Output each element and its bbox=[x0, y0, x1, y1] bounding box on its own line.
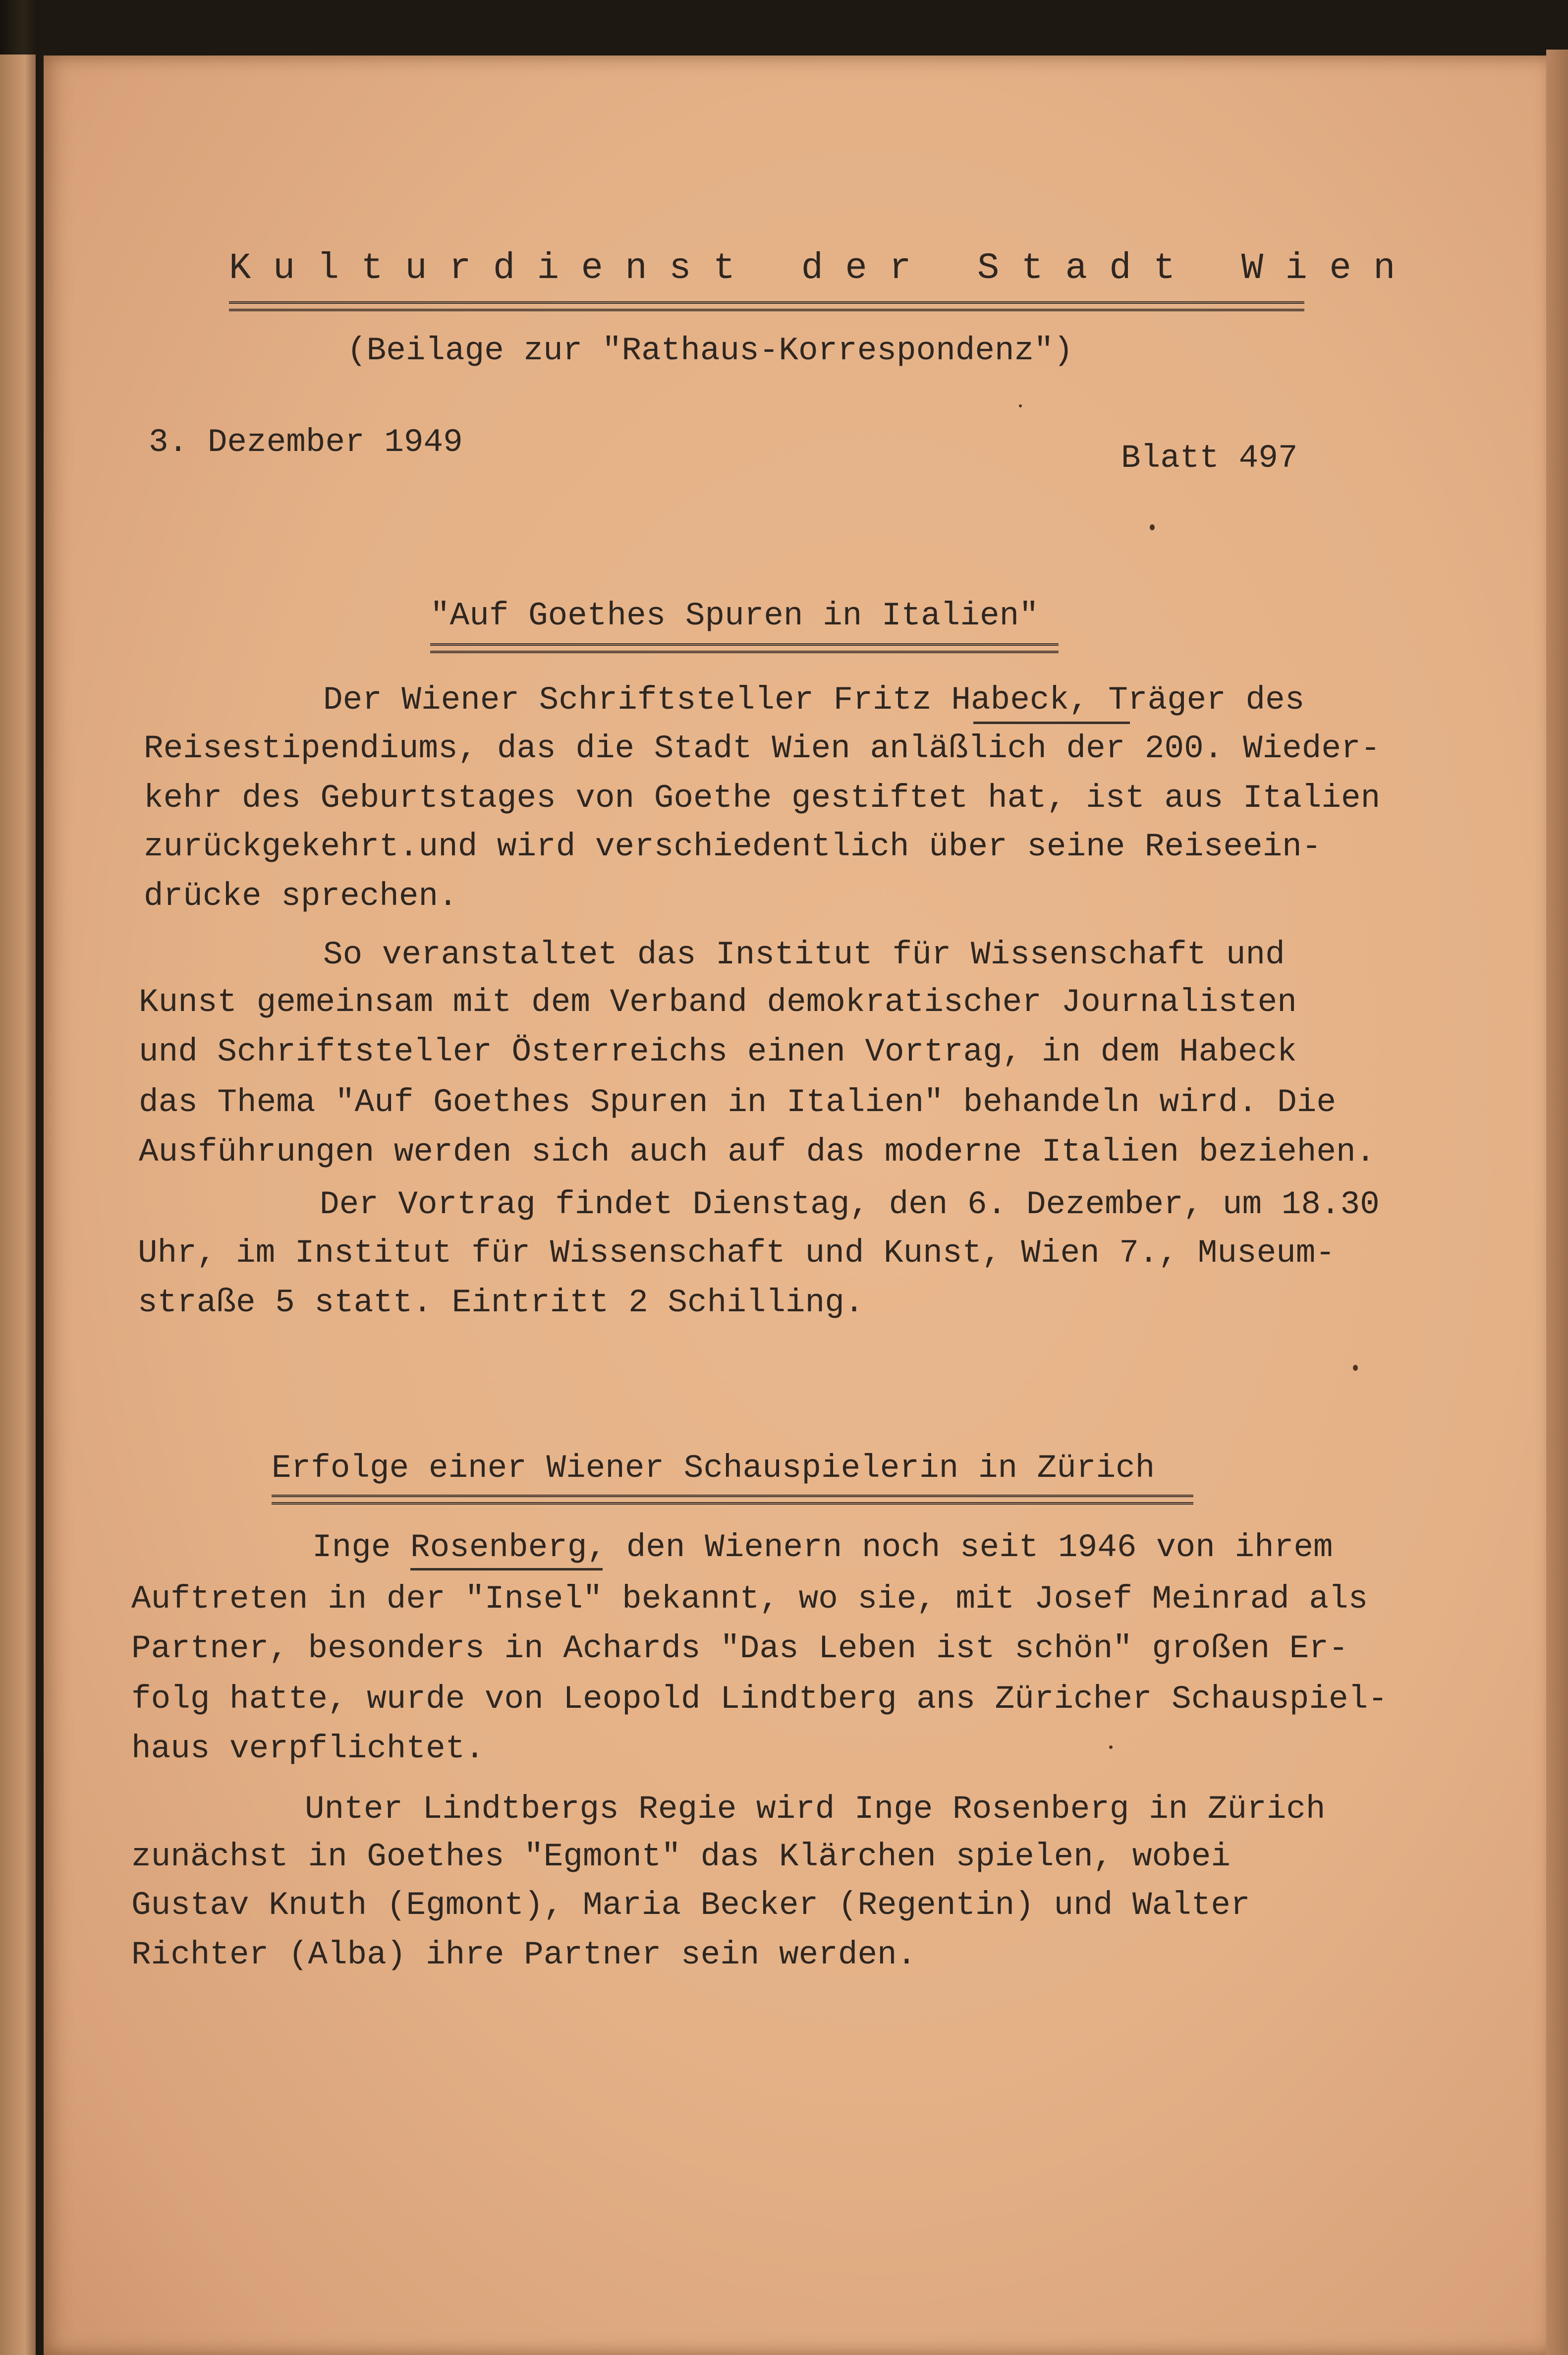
sheet-number: Blatt 497 bbox=[1121, 440, 1298, 477]
article-2-p2-line-4: Richter (Alba) ihre Partner sein werden. bbox=[131, 1936, 917, 1973]
article-1-p2-line-4: das Thema "Auf Goethes Spuren in Italien" behandeln wird. Die bbox=[139, 1084, 1336, 1121]
article-2-p1-line-4: folg hatte, wurde von Leopold Lindtberg ans Züricher Schauspiel- bbox=[131, 1681, 1388, 1718]
name-underline-rosenberg bbox=[410, 1568, 603, 1570]
article-2-p1-line-5: haus verpflichtet. bbox=[131, 1730, 485, 1767]
name-underline-habeck bbox=[973, 722, 1130, 724]
article-2-title-rule bbox=[272, 1495, 1193, 1505]
article-1-p1-line-4: zurückgekehrt.und wird verschiedentlich über seine Reiseein- bbox=[144, 828, 1322, 865]
subtitle: (Beilage zur "Rathaus-Korrespondenz") bbox=[347, 332, 1073, 369]
article-2-p2-line-1: Unter Lindtbergs Regie wird Inge Rosenberg in Zürich bbox=[305, 1791, 1326, 1828]
page-right-edge bbox=[1546, 50, 1568, 2355]
paper-speck bbox=[1150, 524, 1155, 530]
article-2-p1-line-1: Inge Rosenberg, den Wienern noch seit 1946 von ihrem bbox=[312, 1529, 1333, 1566]
article-2-title: Erfolge einer Wiener Schauspielerin in Zürich bbox=[272, 1450, 1155, 1487]
paper-speck bbox=[1109, 1745, 1113, 1749]
article-1-p3-line-3: straße 5 statt. Eintritt 2 Schilling. bbox=[138, 1284, 864, 1321]
article-1-p1-line-5: drücke sprechen. bbox=[144, 878, 458, 915]
article-2-p2-line-3: Gustav Knuth (Egmont), Maria Becker (Regentin) und Walter bbox=[131, 1887, 1250, 1924]
article-2-p1-line-2: Auftreten in der "Insel" bekannt, wo sie, mit Josef Meinrad als bbox=[131, 1580, 1368, 1618]
article-2-p2-line-2: zunächst in Goethes "Egmont" das Klärchen spielen, wobei bbox=[131, 1838, 1231, 1875]
paper-speck bbox=[1353, 1365, 1358, 1371]
article-1-title: "Auf Goethes Spuren in Italien" bbox=[430, 597, 1039, 634]
article-1-p3-line-1: Der Vortrag findet Dienstag, den 6. Dezember, um 18.30 bbox=[320, 1186, 1380, 1223]
article-1-p2-line-3: und Schriftsteller Österreichs einen Vortrag, in dem Habeck bbox=[139, 1033, 1297, 1070]
article-2-p1-line-3: Partner, besonders in Achards "Das Leben ist schön" großen Er- bbox=[131, 1630, 1348, 1667]
article-1-p2-line-2: Kunst gemeinsam mit dem Verband demokratischer Journalisten bbox=[139, 984, 1297, 1021]
previous-page-edge bbox=[0, 55, 36, 2355]
article-1-p1-line-2: Reisestipendiums, das die Stadt Wien anläßlich der 200. Wieder- bbox=[144, 730, 1381, 767]
article-1-p2-line-5: Ausführungen werden sich auch auf das moderne Italien beziehen. bbox=[139, 1133, 1376, 1171]
article-1-p2-line-1: So veranstaltet das Institut für Wissenschaft und bbox=[323, 936, 1285, 973]
article-1-p1-line-3: kehr des Geburtstages von Goethe gestiftet hat, ist aus Italien bbox=[144, 780, 1381, 817]
date: 3. Dezember 1949 bbox=[149, 424, 463, 461]
article-1-p3-line-2: Uhr, im Institut für Wissenschaft und Kunst, Wien 7., Museum- bbox=[138, 1234, 1335, 1272]
masthead: K u l t u r d i e n s t d e r S t a d t W i e n bbox=[229, 248, 1396, 289]
article-1-p1-line-1: Der Wiener Schriftsteller Fritz Habeck, Träger des bbox=[323, 681, 1305, 719]
masthead-rule bbox=[229, 301, 1304, 311]
paper-speck bbox=[1019, 404, 1022, 407]
article-1-title-rule bbox=[430, 643, 1059, 653]
